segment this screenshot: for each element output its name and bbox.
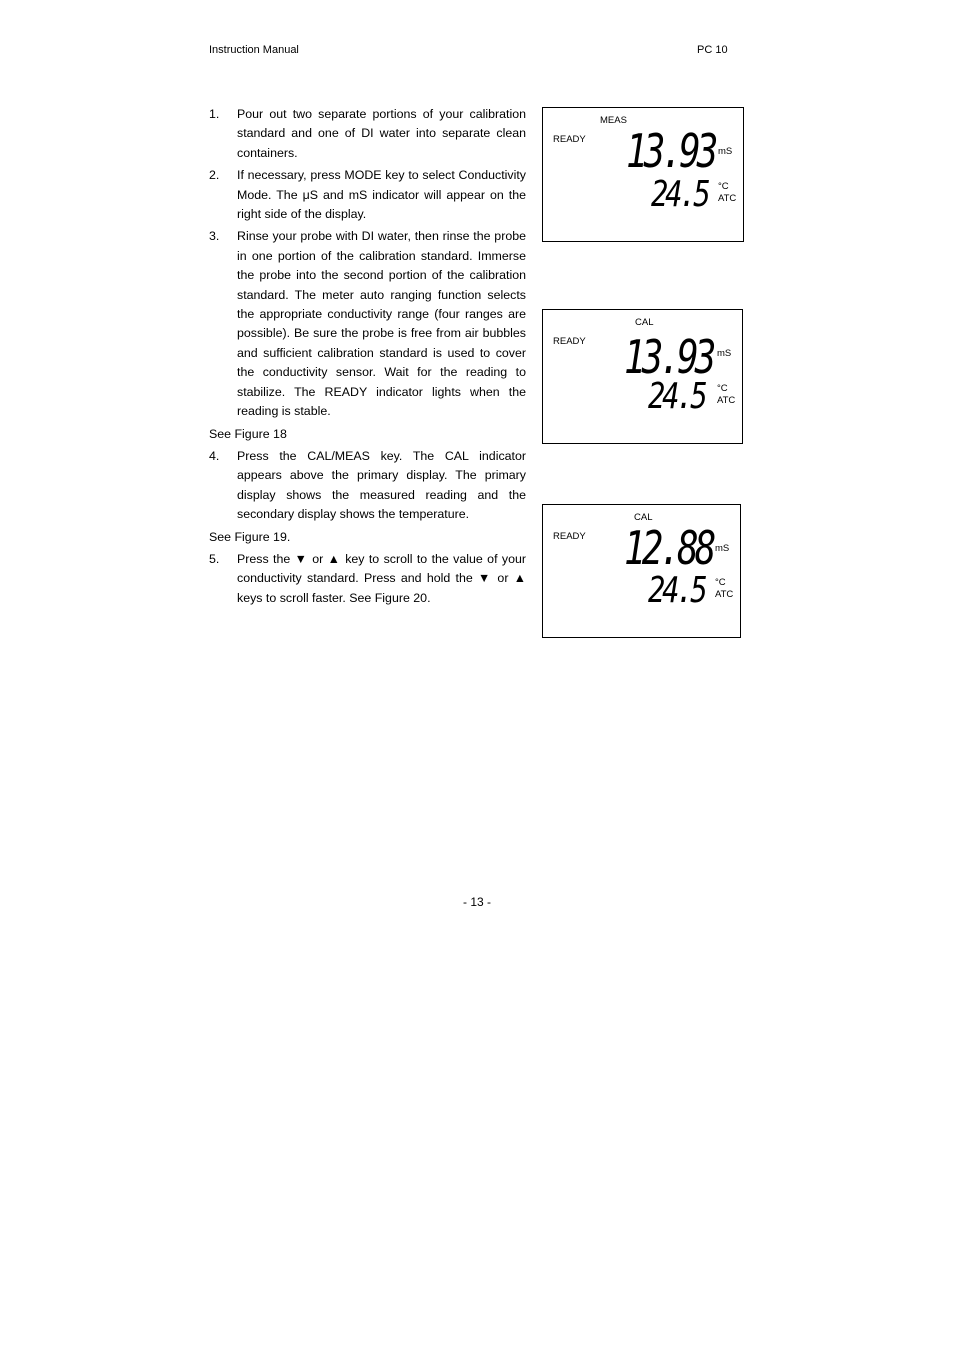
secondary-reading: 24.5 — [648, 570, 705, 611]
step-text: Press the ▼ or ▲ key to scroll to the value of your conductivity standard. Press and hold the ▼ or ▲ keys to scroll faster. See Figure 20. — [237, 551, 526, 605]
lcd-figure-20 — [542, 504, 741, 638]
step-number: 1. — [209, 107, 220, 121]
step-2 — [209, 166, 526, 224]
ready-indicator: READY — [553, 134, 586, 145]
lcd-figure-19 — [542, 309, 743, 444]
atc-indicator: ATC — [718, 193, 737, 204]
step-number: 4. — [209, 448, 220, 463]
figure-reference: See Figure 19. — [209, 529, 291, 544]
page-number: - 13 - — [462, 895, 491, 909]
instruction-steps — [209, 105, 526, 611]
step-1 — [209, 105, 526, 163]
primary-reading: 13.93 — [626, 124, 715, 178]
temp-unit: °C — [717, 383, 728, 394]
step-text: Pour out two separate portions of your calibration standard and one of DI water into separate clean containers. — [237, 107, 526, 160]
step-text: If necessary, press MODE key to select Conductivity Mode. The μS and mS indicator will appear on the right side of the display. — [237, 168, 526, 222]
figure-reference: See Figure 18 — [209, 426, 287, 441]
secondary-reading: 24.5 — [648, 376, 705, 417]
step-number: 3. — [209, 229, 220, 244]
atc-indicator: ATC — [715, 589, 734, 600]
unit-indicator: mS — [717, 348, 732, 359]
secondary-reading: 24.5 — [651, 174, 708, 215]
primary-reading: 13.93 — [624, 330, 713, 384]
mode-indicator: CAL — [634, 512, 653, 523]
step-number: 5. — [209, 551, 220, 566]
step-number: 2. — [209, 168, 220, 183]
header-model: PC 10 — [697, 44, 728, 56]
temp-unit: °C — [718, 181, 729, 192]
step-text: Rinse your probe with DI water, then rinse the probe in one portion of the calibration standard. Immerse the probe into the second portion of the calibration standard. The meter auto ranging function selects the appropriate conductivity range (four ranges are possible). Be sure the probe is free from air bubbles and sufficient calibration standard is used to cover the conductivity sensor. Wait for the reading to stabilize. The READY indicator lights when the reading is stable. — [237, 229, 526, 419]
step-4 — [209, 447, 526, 525]
atc-indicator: ATC — [717, 395, 736, 406]
unit-indicator: mS — [715, 543, 730, 554]
step-text: Press the CAL/MEAS key. The CAL indicator appears above the primary display. The primary display shows the measured reading and the secondary display shows the temperature. — [237, 448, 526, 522]
unit-indicator: mS — [718, 146, 733, 157]
primary-reading: 12.88 — [624, 521, 713, 575]
mode-indicator: MEAS — [600, 115, 627, 126]
step-3 — [209, 227, 526, 421]
lcd-figure-18 — [542, 107, 744, 242]
header-title: Instruction Manual — [209, 44, 299, 56]
step-5 — [209, 550, 526, 608]
ready-indicator: READY — [553, 336, 586, 347]
mode-indicator: CAL — [635, 317, 654, 328]
temp-unit: °C — [715, 577, 726, 588]
ready-indicator: READY — [553, 531, 586, 542]
